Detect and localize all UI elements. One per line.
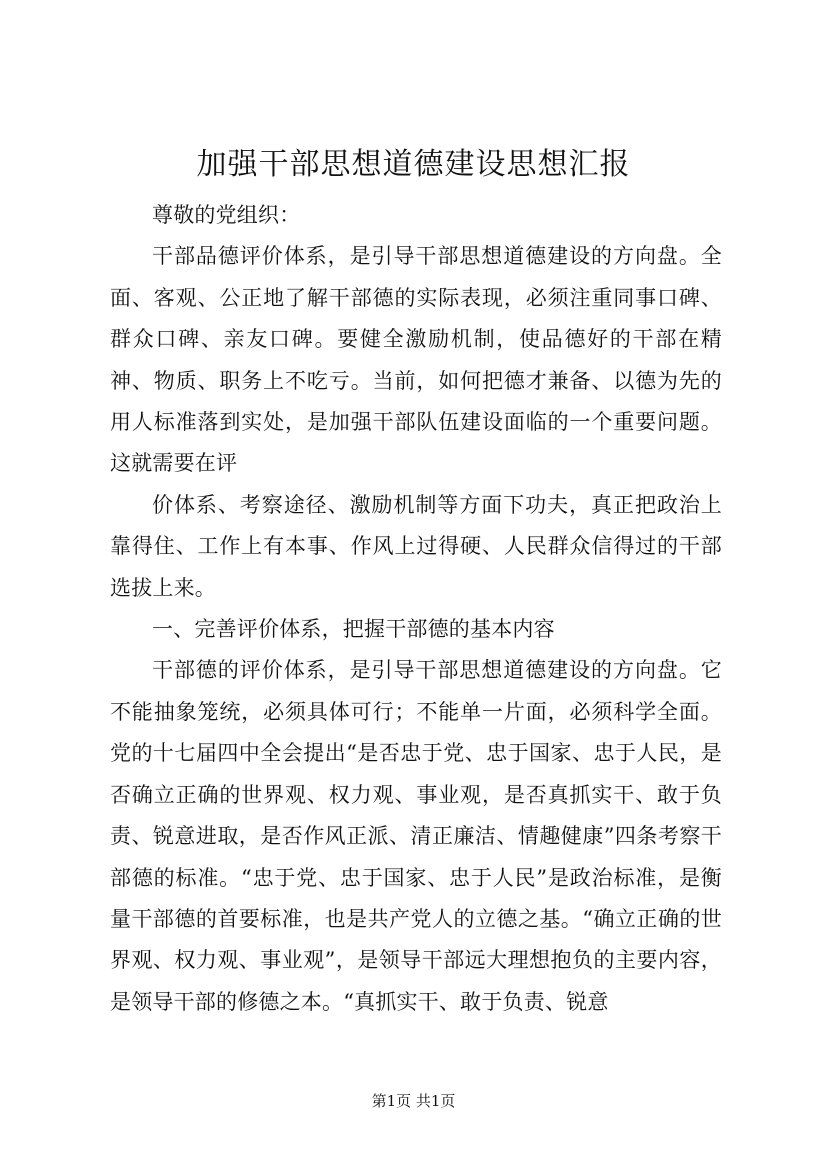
document-body	[110, 195, 722, 1023]
salutation: 尊敬的党组织：	[152, 203, 301, 227]
page-number-footer: 第1页 共1页	[371, 1092, 456, 1110]
section-heading-1: 一、完善评价体系，把握干部德的基本内容	[152, 617, 555, 642]
paragraph-3: 干部德的评价体系，是引导干部思想道德建设的方向盘。它不能抽象笼统，必须具体可行；不能单一片面，必须科学全面。党的十七届四中全会提出“是否忠于党、忠于国家、忠于人民，是否确立正确的世界观、权力观、事业观，是否真抓实干、敢于负责、锐意进取，是否作风正派、清正廉洁、情趣健康”四条考察干部德的标准。“忠于党、忠于国家、忠于人民”是政治标准，是衡量干部德的首要标准，也是共产党人的立德之基。“确立正确的世界观、权力观、事业观”，是领导干部远大理想抱负的主要内容，是领导干部的修德之本。“真抓实干、敢于负责、锐意	[110, 658, 722, 1014]
document-title: 加强干部思想道德建设思想汇报	[196, 147, 631, 182]
paragraph-2: 价体系、考察途径、激励机制等方面下功夫，真正把政治上靠得住、工作上有本事、作风上过得硬、人民群众信得过的干部选拔上来。	[110, 492, 722, 600]
paragraph-1: 干部品德评价体系，是引导干部思想道德建设的方向盘。全面、客观、公正地了解干部德的实际表现，必须注重同事口碑、群众口碑、亲友口碑。要健全激励机制，使品德好的干部在精神、物质、职务上不吃亏。当前，如何把德才兼备、以德为先的用人标准落到实处，是加强干部队伍建设面临的一个重要问题。这就需要在评	[110, 244, 722, 476]
